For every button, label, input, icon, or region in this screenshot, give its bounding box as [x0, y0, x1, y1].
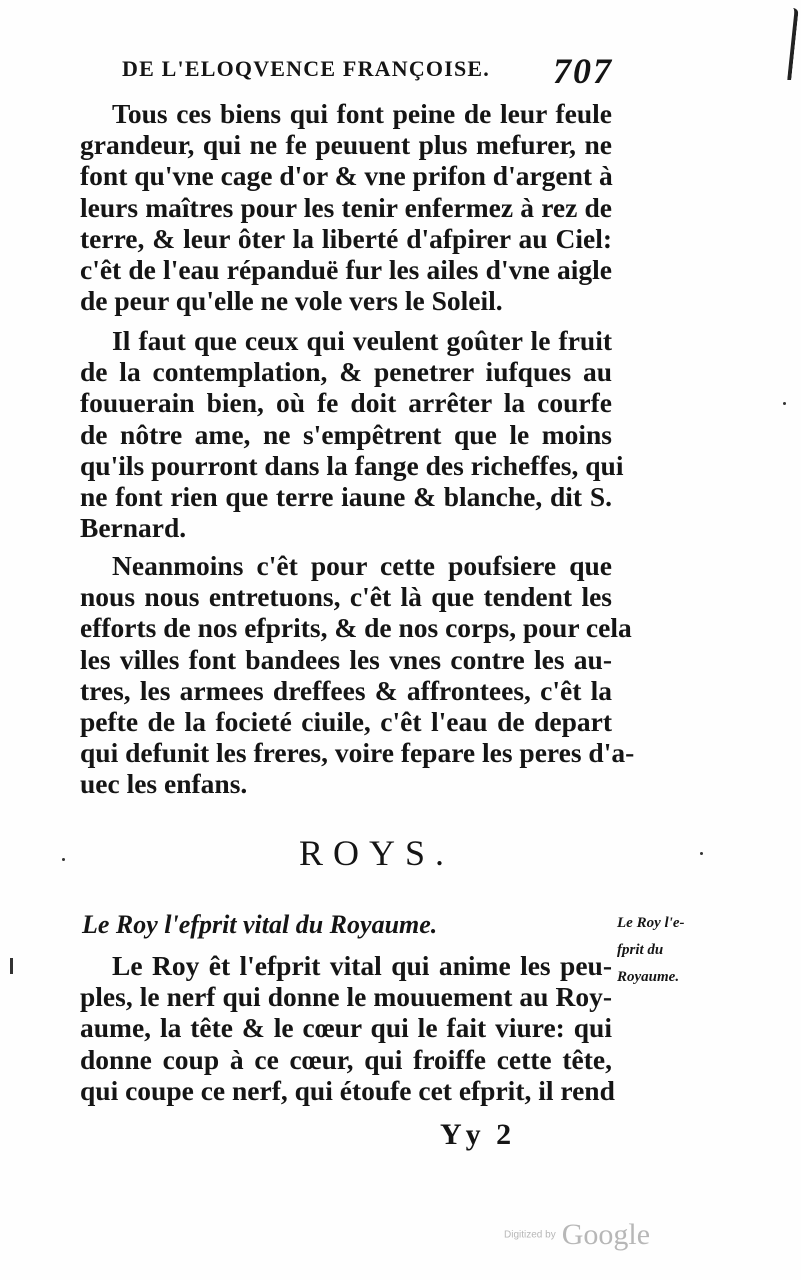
paragraph-3: [80, 550, 635, 800]
digitized-watermark: [504, 1218, 650, 1252]
text-line: tres, les armees dreffees & affrontees, c'êt la: [80, 674, 612, 706]
text-line: qui coupe ce nerf, qui étoufe cet efprit, il rend: [80, 1074, 615, 1106]
section-title: [0, 832, 801, 874]
text-line: de la contemplation, & penetrer iufques au: [80, 356, 612, 388]
catchword: Yy 2: [440, 1118, 516, 1151]
text-line: de peur qu'elle ne vole vers le Soleil.: [80, 285, 503, 317]
text-line: leurs maîtres pour les tenir enfermez à rez de: [80, 191, 612, 223]
text-line: ples, le nerf qui donne le mouuement au Roy-: [80, 981, 612, 1013]
text-line: pefte de la focieté ciuile, c'êt l'eau de depart: [80, 705, 612, 737]
paragraph-4: [80, 950, 615, 1106]
digitized-prefix: Digitized by: [504, 1229, 556, 1241]
marginal-note-line: Le Roy l'e-: [617, 915, 685, 931]
marginal-note: [617, 910, 707, 991]
marginal-note-line: Royaume.: [617, 969, 680, 985]
text-line: fouuerain bien, où fe doit arrêter la courfe: [80, 387, 612, 419]
text-line: Bernard.: [80, 512, 187, 544]
text-line: nous nous entretuons, c'êt là que tendent les: [80, 581, 612, 613]
section-title-text: ROYS.: [298, 833, 455, 873]
text-line: qui defunit les freres, voire fepare les peres d'a-: [80, 737, 635, 769]
google-logo: Google: [561, 1218, 651, 1251]
subheading: Le Roy l'efprit vital du Royaume.: [82, 910, 438, 939]
text-line: qu'ils pourront dans la fange des richeffes, qui: [80, 449, 624, 481]
text-line: Le Roy êt l'efprit vital qui anime les peu-: [112, 950, 612, 981]
text-line: terre, & leur ôter la liberté d'afpirer au Ciel:: [80, 222, 612, 254]
text-line: c'êt de l'eau répanduë fur les ailes d'vne aigle: [80, 253, 612, 285]
page-edge-mark: [769, 8, 799, 80]
text-line: de nôtre ame, ne s'empêtrent que le moins: [80, 418, 612, 450]
text-line: grandeur, qui ne fe peuuent plus mefurer, ne: [80, 129, 612, 161]
text-line: Il faut que ceux qui veulent goûter le fruit: [112, 325, 612, 356]
page-number: 707: [553, 51, 613, 91]
running-head: DE L'ELOQVENCE FRANÇOISE.: [122, 56, 491, 81]
text-line: font qu'vne cage d'or & vne prifon d'argent à: [80, 160, 613, 192]
text-line: Neanmoins c'êt pour cette poufsiere que: [112, 550, 612, 581]
text-line: uec les enfans.: [80, 768, 248, 800]
text-line: aume, la tête & le cœur qui le fait viure: qui: [80, 1012, 612, 1044]
ink-speck: [700, 852, 703, 855]
text-line: donne coup à ce cœur, qui froiffe cette tête,: [80, 1043, 612, 1075]
text-line: efforts de nos efprits, & de nos corps, pour cela: [80, 612, 632, 644]
text-line: ne font rien que terre iaune & blanche, dit S.: [80, 480, 612, 512]
paragraph-1: [80, 98, 612, 316]
ink-speck: [62, 858, 65, 861]
marginal-note-line: fprit du: [617, 942, 664, 958]
ink-speck: [783, 402, 786, 405]
ink-mark: [10, 958, 13, 974]
text-line: les villes font bandees les vnes contre les au-: [80, 643, 612, 675]
paragraph-2: [80, 325, 624, 544]
text-line: Tous ces biens qui font peine de leur feule: [112, 98, 612, 129]
